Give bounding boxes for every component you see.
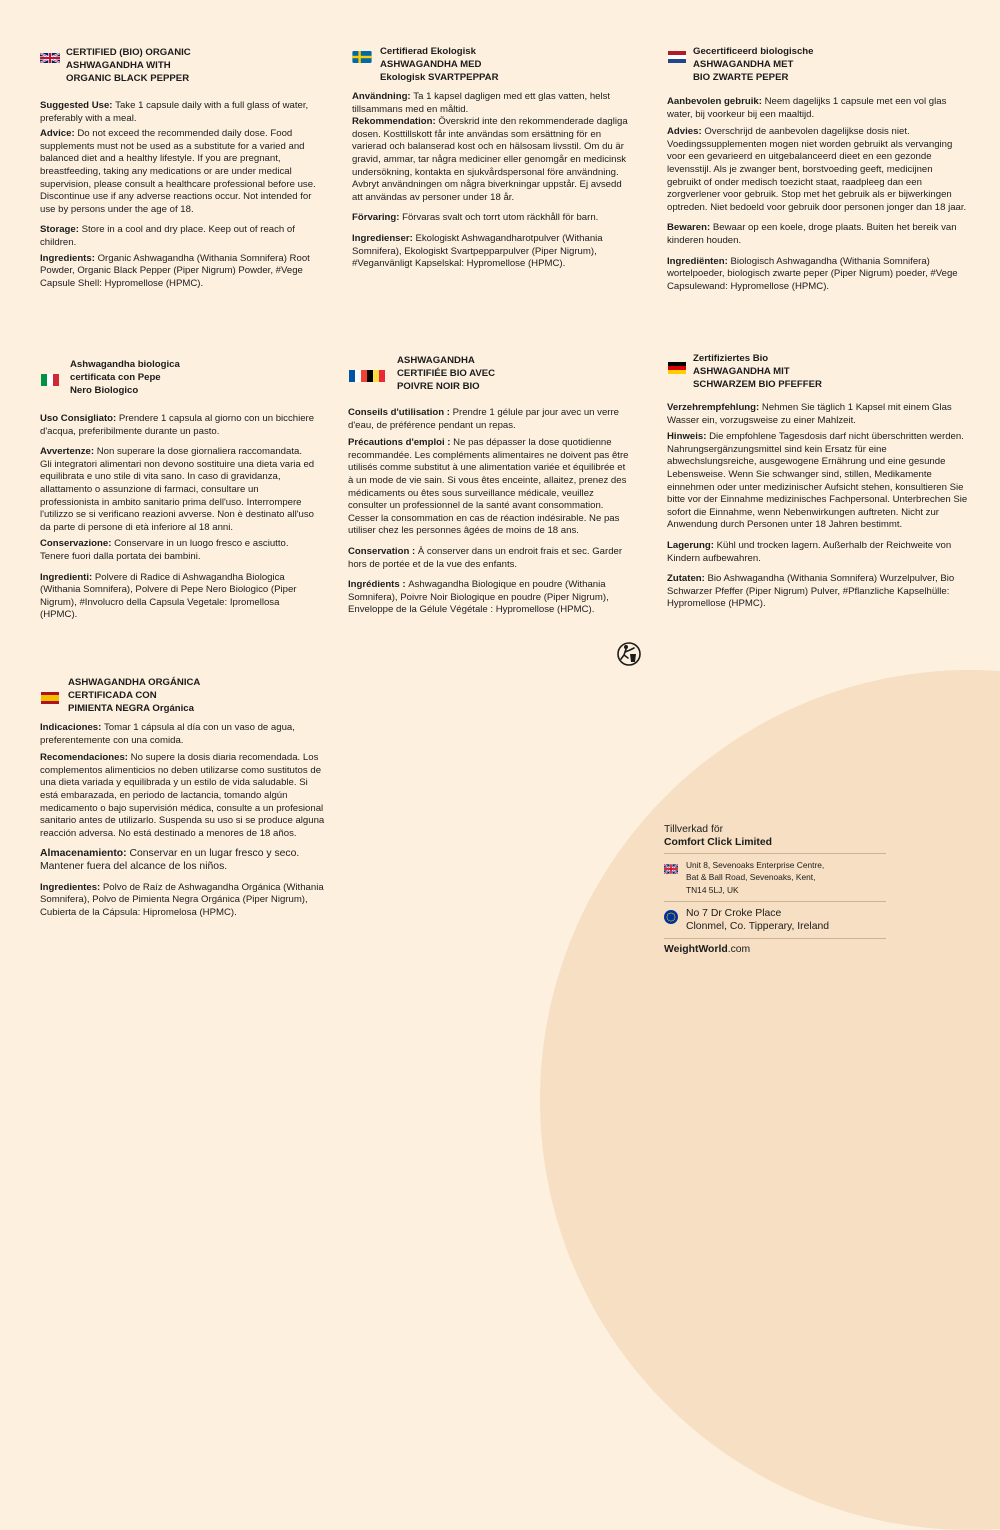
company-name: Comfort Click Limited: [664, 837, 772, 848]
section-heading: [348, 354, 632, 393]
heading-line: ASHWAGANDHA MET: [693, 59, 794, 70]
section-heading: [667, 45, 969, 84]
belgium-flag-icon: [366, 370, 386, 382]
germany-flag-icon: [667, 362, 687, 374]
section-swedish: [352, 45, 630, 271]
address-line: TN14 5LJ, UK: [686, 884, 739, 895]
section-dutch: [667, 45, 969, 293]
heading-line: CERTIFIÉE BIO AVEC: [397, 368, 496, 379]
background-circle: [540, 670, 1000, 1530]
address-line: Unit 8, Sevenoaks Enterprise Centre,: [686, 860, 825, 870]
website-name: WeightWorld: [664, 944, 728, 956]
storage-text: Almacenamiento: Conservar en un lugar fresco y seco. Mantener fuera del alcance de los niños.: [40, 848, 300, 872]
heading-line: POIVRE NOIR BIO: [397, 381, 480, 392]
heading-line: Ashwagandha biologica: [70, 359, 180, 370]
eu-address: [664, 901, 886, 938]
heading-line: ASHWAGANDHA WITH: [66, 60, 171, 71]
notice-text: Hinweis: Die empfohlene Tagesdosis darf nicht überschritten werden. Nahrungsergänzungsmittel sind kein Ersatz für eine abwechslungsreiche, ausgewogene Ernährung und eine gesunde Lebensweise. Wenn Sie schwanger sind, stillen, Medikamente einnehmen oder unter medizinischer Aufsicht stehen, konsultieren Sie bitte vor der Einnahme medizinisches Fachpersonal. Unterbrechen Sie sofort die Einnahme, wenn Nebenwirkungen auftreten. Nicht zur Anwendung durch Personen unter 18 Jahren bestimmt.: [667, 431, 968, 531]
heading-line: SCHWARZEM BIO PFEFFER: [693, 379, 822, 390]
section-spanish: [40, 676, 326, 919]
heading-line: Certifierad Ekologisk: [380, 46, 476, 57]
advice-text: Advice: Do not exceed the recommended daily dose. Food supplements must not be used as a substitute for a varied and balanced diet and a healthy lifestyle. If you are pregnant, breastfeeding, taking any medications or are under medical supervision, please consult a healthcare professional before use. Discontinue use if any adverse reactions occur. Not intended for use by persons under the age of 18.: [40, 128, 316, 215]
ingredients-text: Ingredienser: Ekologiskt Ashwagandharotpulver (Withania Somnifera), Ekologiskt Svartpepparpulver (Piper Nigrum), #Veganvänligt Kapselskal: Hypromellose (HPMC).: [352, 232, 603, 270]
storage-text: Conservazione: Conservare in un luogo fresco e asciutto. Tenere fuori dalla portata dei bambini.: [40, 538, 289, 562]
netherlands-flag-icon: [667, 51, 687, 63]
section-italian: [40, 358, 316, 622]
storage-text: Förvaring: Förvaras svalt och torrt utom räckhåll för barn.: [352, 212, 599, 224]
ingredients-text: Zutaten: Bio Ashwagandha (Withania Somnifera) Wurzelpulver, Bio Schwarzer Pfeffer (Piper Nigrum) Pulver, #Pflanzliche Kapselhülle: Hypromellose (HPMC).: [667, 573, 955, 610]
storage-text: Storage: Store in a cool and dry place. Keep out of reach of children.: [40, 224, 295, 248]
storage-text: Conservation : À conserver dans un endroit frais et sec. Garder hors de portée et de la vue des enfants.: [348, 545, 623, 570]
usage-text: Conseils d'utilisation : Prendre 1 gélule par jour avec un verre d'eau, de préférence pendant un repas.: [348, 407, 620, 431]
heading-line: PIMIENTA NEGRA Orgánica: [68, 703, 194, 714]
ingredients-text: Ingredients: Organic Ashwagandha (Withania Somnifera) Root Powder, Organic Black Pepper (Piper Nigrum) Powder, #Vege Capsule Shell: Hypromellose (HPMC).: [40, 252, 310, 289]
recommendations-text: Recomendaciones: No supere la dosis diaria recomendada. Los complementos alimenticios no deben utilizarse como sustitutos de una dieta variada y equilibrada y un estilo de vida saludable. Si está embarazada, en periodo de lactancia, tomando algún medicamento o bajo supervisión médica, consulte a un profesional sanitario antes de utilizarlo. Suspenda su uso si se produce alguna reacción adversa. No está destinado a menores de 18 años.: [40, 752, 325, 839]
uk-flag-icon: [664, 864, 678, 874]
section-english: [40, 46, 328, 290]
heading-line: ASHWAGANDHA: [397, 355, 475, 366]
indications-text: Indicaciones: Tomar 1 cápsula al día con un vaso de agua, preferentemente con una comida.: [40, 722, 295, 746]
heading-line: ASHWAGANDHA MIT: [693, 366, 790, 377]
suggested-use-text: Suggested Use: Take 1 capsule daily with a full glass of water, preferably with a meal.: [40, 100, 309, 124]
ingredients-text: Ingrediënten: Biologisch Ashwagandha (Withania Somnifera) wortelpoeder, biologisch zwarte peper (Piper Nigrum) poeder, #Vege Capsulewand: Hypromellose (HPMC).: [667, 255, 958, 292]
website: [664, 938, 886, 955]
storage-text: Bewaren: Bewaar op een koele, droge plaats. Buiten het bereik van kinderen houden.: [667, 222, 957, 246]
section-heading: [40, 676, 326, 715]
heading-line: BIO ZWARTE PEPER: [693, 72, 789, 83]
section-heading: [40, 358, 316, 397]
heading-line: Ekologisk SVARTPEPPAR: [380, 72, 499, 83]
usage-text: Verzehrempfehlung: Nehmen Sie täglich 1 Kapsel mit einem Glas Wasser ein, vorzugsweise zu einer Mahlzeit.: [667, 402, 952, 426]
heading-line: CERTIFIED (BIO) ORGANIC: [66, 47, 191, 58]
recommendation-text: Rekommendation: Överskrid inte den rekommenderade dagliga dosen. Kosttillskott får inte användas som ersättning för en varierad och balanserad kost och en hälsosam livsstil. Om du är gravid, ammar, tar några mediciner eller genomgår en medicinsk undersökning, kontakta en sjukvårdspersonal före användning. Avbryt användningen om några biverkningar uppstår. Ej avsedd att användas av personer under 18 år.: [352, 116, 628, 203]
warnings-text: Avvertenze: Non superare la dose giornaliera raccomandata. Gli integratori alimentari non devono sostituire una dieta varia ed equilibrata e uno stile di vita sano. In caso di gravidanza, allattamento o assunzione di farmaci, consultare un professionista in ambito sanitario prima dell'uso. Interrompere l'utilizzo se si verificano reazioni avverse. Non è destinato all'uso da parte di persone di età inferiore al 18 anni.: [40, 446, 315, 533]
heading-line: Nero Biologico: [70, 385, 139, 396]
storage-text: Lagerung: Kühl und trocken lagern. Außerhalb der Reichweite von Kindern aufbewahren.: [667, 539, 952, 564]
ingredients-text: Ingredienti: Polvere di Radice di Ashwagandha Biologica (Withania Somnifera), Polvere di Pepe Nero Biologico (Piper Nigrum), #Involucro della Capsula Vegetale: Ipromellosa (HPMC).: [40, 571, 297, 621]
section-heading: [352, 45, 630, 84]
heading-line: ASHWAGANDHA ORGÁNICA: [68, 677, 201, 688]
precautions-text: Précautions d'emploi : Ne pas dépasser la dose quotidienne recommandée. Les compléments alimentaires ne doivent pas être utilisés comme substitut à une alimentation variée et équilibrée et à un mode de vie sain. Si vous êtes enceinte, allaitez, prenez des médicaments ou êtes sous surveillance médicale, veuillez consulter un professionnel de la santé avant consommation. Cesser la consommation en cas de réaction indésirable. Ne pas utiliser chez les personnes âgées de moins de 18 ans.: [348, 437, 629, 537]
france-flag-icon: [348, 370, 368, 382]
website-tld: .com: [727, 944, 751, 956]
section-heading: [40, 46, 328, 85]
heading-line: certificata con Pepe: [70, 372, 161, 383]
made-for-label: Tillverkad för: [664, 824, 724, 835]
eu-flag-icon: [664, 910, 678, 924]
section-german: [667, 352, 969, 611]
company-info: [664, 824, 886, 955]
ingredients-text: Ingrédients : Ashwagandha Biologique en poudre (Withania Somnifera), Poivre Noir Biologique en poudre (Piper Nigrum), Enveloppe de la Gélule Végétale : Hypromellose (HPMC).: [348, 579, 609, 616]
address-line: Clonmel, Co. Tipperary, Ireland: [686, 921, 830, 933]
heading-line: ASHWAGANDHA MED: [380, 59, 482, 70]
ingredients-text: Ingredientes: Polvo de Raíz de Ashwagandha Orgánica (Withania Somnifera), Polvo de Pimienta Negra Orgánica (Piper Nigrum), Cubierta de la Cápsula: Hipromelosa (HPMC).: [40, 881, 324, 918]
address-line: Bat & Ball Road, Sevenoaks, Kent,: [686, 872, 816, 883]
advice-text: Advies: Overschrijd de aanbevolen dagelijkse dosis niet. Voedingssupplementen mogen niet worden gebruikt als vervanging voor een gevarieerd en uitgebalanceerd dieet en een gezonde levensstijl. Als je zwanger bent, borstvoeding geeft, medicijnen gebruikt of onder medisch toezicht staat, raadpleeg dan een zorgverlener voor gebruik. Stop met het gebruik als er bijwerkingen optreden. Niet bedoeld voor gebruik door personen jonger dan 18 jaar.: [667, 126, 967, 213]
sweden-flag-icon: [352, 51, 372, 63]
heading-line: ORGANIC BLACK PEPPER: [66, 73, 190, 84]
usage-text: Användning: Ta 1 kapsel dagligen med ett glas vatten, helst tillsammans med en måltid.: [352, 91, 611, 115]
uk-address: [664, 853, 886, 901]
heading-line: Zertifiziertes Bio: [693, 353, 769, 364]
section-french: [348, 354, 632, 617]
uk-flag-icon: [40, 52, 60, 64]
usage-text: Uso Consigliato: Prendere 1 capsula al giorno con un bicchiere d'acqua, preferibilmente durante un pasto.: [40, 413, 315, 437]
section-heading: [667, 352, 969, 391]
tidyman-recycle-icon: [615, 640, 643, 668]
heading-line: Gecertificeerd biologische: [693, 46, 814, 57]
recommended-use-text: Aanbevolen gebruik: Neem dagelijks 1 capsule met een vol glas water, bij voorkeur bij een maaltijd.: [667, 96, 947, 120]
heading-line: CERTIFICADA CON: [68, 690, 157, 701]
address-line: No 7 Dr Croke Place: [686, 908, 782, 920]
italy-flag-icon: [40, 374, 60, 386]
spain-flag-icon: [40, 692, 60, 704]
